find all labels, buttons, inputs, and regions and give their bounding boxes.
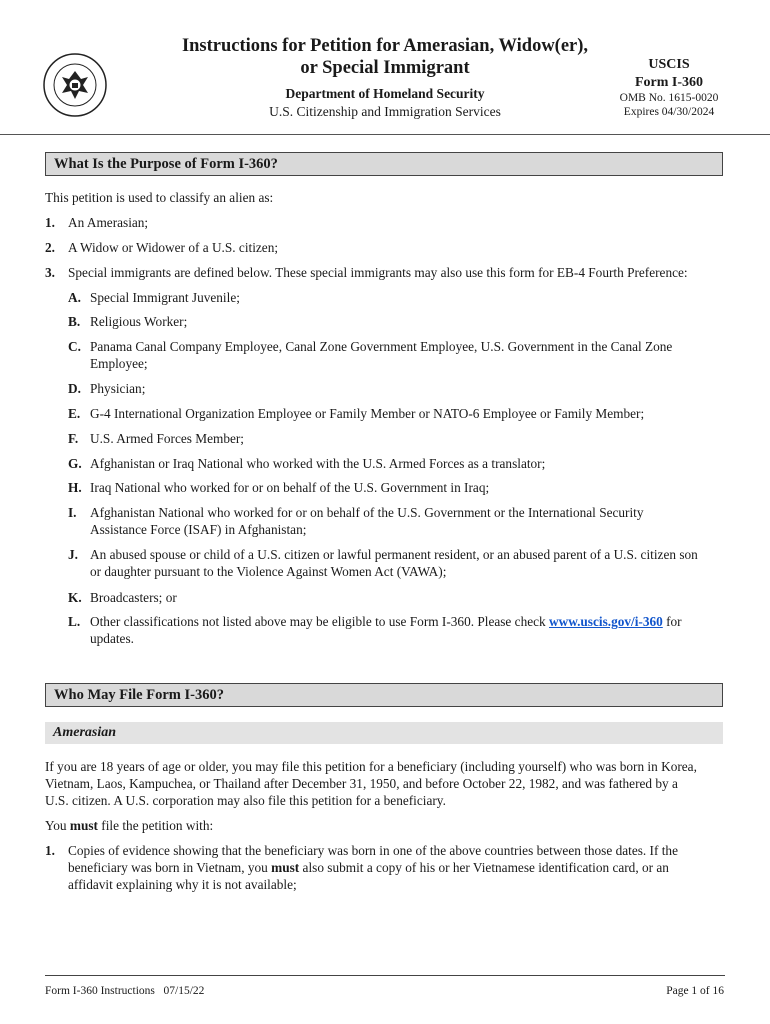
list-item-text-cont xyxy=(68,859,669,876)
sub-list-item-text: Panama Canal Company Employee, Canal Zone Government Employee, U.S. Government in the Canal Zone xyxy=(90,339,673,354)
sub-list-item-text: An abused spouse or child of a U.S. citizen or lawful permanent resident, or an abused parent of a U.S. citizen son xyxy=(90,547,698,562)
sub-list-item-text-post: for xyxy=(662,614,682,629)
sub-list-item-letter: K. xyxy=(68,590,82,605)
sub-list-item-letter: L. xyxy=(68,614,81,629)
sub-list-item-text: Iraq National who worked for or on behalf of the U.S. Government in Iraq; xyxy=(90,480,490,495)
list-item-text-bold: must xyxy=(271,860,300,875)
list-item-text: Special immigrants are defined below. These special immigrants may also use this form for EB-4 Fourth Preference: xyxy=(68,265,688,280)
must-file-post: file the petition with: xyxy=(97,818,214,833)
agency-abbreviation: USCIS xyxy=(648,57,690,72)
list-item-number: 3. xyxy=(45,265,55,280)
must-file-bold: must xyxy=(69,818,98,833)
footer-divider xyxy=(45,975,725,976)
section-heading-who-may-file: Who May File Form I-360? xyxy=(45,683,723,707)
sub-list-item-letter: E. xyxy=(68,406,81,421)
purpose-intro: This petition is used to classify an alien as: xyxy=(45,190,274,205)
expiration-date: Expires 04/30/2024 xyxy=(623,106,715,118)
sub-list-item-letter: H. xyxy=(68,480,82,495)
amerasian-para-line1: If you are 18 years of age or older, you may file this petition for a beneficiary (including yourself) who was born in Korea, xyxy=(45,759,697,774)
list-item-text: A Widow or Widower of a U.S. citizen; xyxy=(68,240,279,255)
form-title-line1: Instructions for Petition for Amerasian, Widow(er), xyxy=(181,36,589,56)
sub-list-item-text-cont: or daughter pursuant to the Violence Against Women Act (VAWA); xyxy=(90,564,447,579)
agency-name: U.S. Citizenship and Immigration Services xyxy=(269,104,501,119)
sub-list-item-text: Special Immigrant Juvenile; xyxy=(90,290,240,305)
list-item-text-cont2: affidavit explaining why it is not available; xyxy=(68,877,297,892)
sub-list-item-text-cont: Assistance Force (ISAF) in Afghanistan; xyxy=(90,522,307,537)
list-item-text: An Amerasian; xyxy=(68,215,149,230)
sub-list-item-text-pre: Other classifications not listed above may be eligible to use Form I-360. Please check xyxy=(90,614,549,629)
sub-list-item-text xyxy=(90,613,682,630)
list-item-number: 1. xyxy=(45,215,55,230)
section-heading-purpose: What Is the Purpose of Form I-360? xyxy=(45,152,723,176)
sub-list-item-text: Afghanistan National who worked for or on behalf of the U.S. Government or the International Security xyxy=(90,505,644,520)
amerasian-para-line3: U.S. citizen. A U.S. corporation may also file this petition for a beneficiary. xyxy=(45,793,446,808)
sub-list-item-text: Religious Worker; xyxy=(90,314,188,329)
sub-list-item-text: Broadcasters; or xyxy=(90,590,177,605)
sub-list-item-letter: C. xyxy=(68,339,81,354)
sub-list-item-letter: J. xyxy=(68,547,78,562)
list-item-number: 2. xyxy=(45,240,55,255)
sub-list-item-letter: I. xyxy=(68,505,77,520)
sub-list-item-letter: G. xyxy=(68,456,82,471)
sub-list-item-text-cont: updates. xyxy=(90,631,134,646)
dhs-seal-logo xyxy=(43,53,107,117)
sub-list-item-text: Physician; xyxy=(90,381,146,396)
sub-list-item-text: G-4 International Organization Employee or Family Member or NATO-6 Employee or Family Member; xyxy=(90,406,645,421)
department-name: Department of Homeland Security xyxy=(285,86,485,101)
list-item-number: 1. xyxy=(45,843,55,858)
footer-form-version: Form I-360 Instructions 07/15/22 xyxy=(45,985,205,997)
list-item-text: Copies of evidence showing that the beneficiary was born in one of the above countries between those dates. If the xyxy=(68,843,678,858)
list-item-text-pre: beneficiary was born in Vietnam, you xyxy=(68,860,272,875)
sub-list-item-letter: F. xyxy=(68,431,79,446)
amerasian-para-line2: Vietnam, Laos, Kampuchea, or Thailand after December 31, 1950, and before October 22, 1982, and was fathered by a xyxy=(45,776,678,791)
sub-list-item-text: Afghanistan or Iraq National who worked with the U.S. Armed Forces as a translator; xyxy=(90,456,546,471)
sub-list-item-letter: D. xyxy=(68,381,81,396)
list-item-text-post: also submit a copy of his or her Vietnamese identification card, or an xyxy=(299,860,669,875)
sub-list-item-text-cont: Employee; xyxy=(90,356,148,371)
uscis-i360-link[interactable]: www.uscis.gov/i-360 xyxy=(549,614,663,629)
must-file-intro xyxy=(45,817,725,834)
subsection-heading-amerasian: Amerasian xyxy=(45,722,723,744)
sub-list-item-letter: A. xyxy=(68,290,81,305)
omb-number: OMB No. 1615-0020 xyxy=(619,92,719,104)
footer-page-number: Page 1 of 16 xyxy=(666,985,724,997)
must-file-pre: You xyxy=(45,818,70,833)
form-title-line2: or Special Immigrant xyxy=(300,58,470,78)
sub-list-item-letter: B. xyxy=(68,314,81,329)
header-divider xyxy=(0,134,770,135)
form-number: Form I-360 xyxy=(634,75,704,90)
sub-list-item-text: U.S. Armed Forces Member; xyxy=(90,431,244,446)
